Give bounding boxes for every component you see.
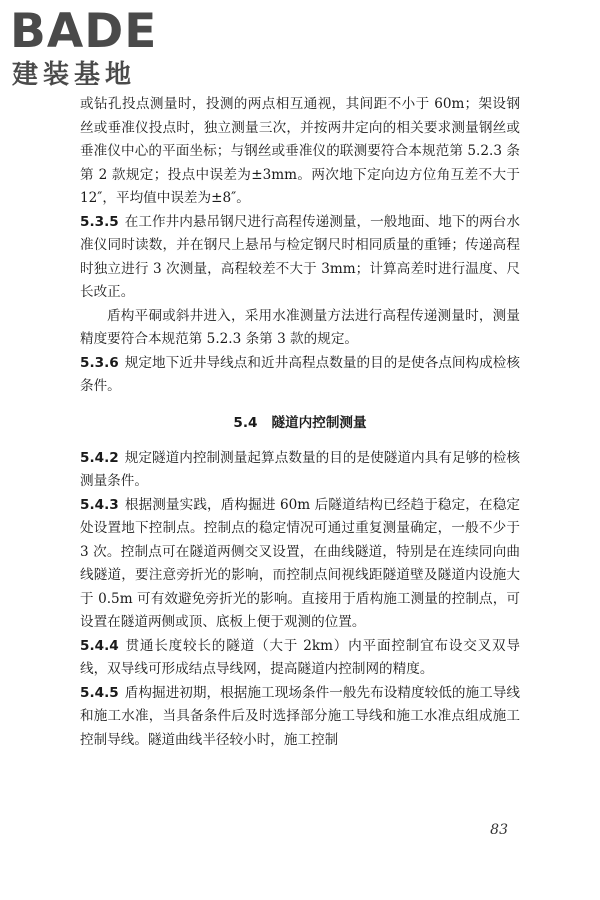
clause-5-3-6	[80, 352, 520, 399]
clause-text: 盾构掘进初期，根据施工现场条件一般先布设精度较低的施工导线和施工水准，当具备条件后及时选择部分施工导线和施工水准点组成施工控制导线。隧道曲线半径较小时，施工控制	[80, 684, 520, 748]
clause-text: 规定隧道内控制测量起算点数量的目的是使隧道内具有足够的检核测量条件。	[80, 449, 520, 489]
document-body	[80, 93, 520, 752]
clause-number: 5.4.3	[80, 496, 119, 513]
clause-text: 根据测量实践，盾构掘进 60m 后隧道结构已经趋于稳定，在稳定处设置地下控制点。控制点的稳定情况可通过重复测量确定，一般不少于 3 次。控制点可在隧道两侧交叉设置，在曲线隧道，特别是在连续同向曲线隧道，要注意旁折光的影响，而控制点间视线距隧道壁及隧道内设施大于 0.5m 可有效避免旁折光的影响。直接用于盾构施工测量的控制点，可设置在隧道两侧或顶、底板上便于观测的位置。	[80, 496, 520, 630]
section-number: 5.4	[233, 414, 258, 431]
section-title: 隧道内控制测量	[271, 414, 367, 431]
section-heading	[80, 411, 520, 435]
clause-text: 贯通长度较长的隧道（大于 2km）内平面控制宜布设交叉双导线，双导线可形成结点导线网，提高隧道内控制网的精度。	[80, 637, 520, 677]
page-number: 83	[490, 822, 508, 838]
clause-5-4-4	[80, 635, 520, 682]
clause-5-4-2	[80, 447, 520, 494]
clause-number: 5.4.4	[80, 637, 119, 654]
logo-word: BADE	[10, 4, 158, 59]
clause-text: 在工作井内悬吊钢尺进行高程传递测量，一般地面、地下的两台水准仪同时读数，并在钢尺上悬吊与检定钢尺时相同质量的重锤；传递高程时独立进行 3 次测量，高程较差不大于 3mm；计算高差时进行温度、尺长改正。	[80, 213, 520, 300]
paragraph-continuation	[80, 93, 520, 211]
clause-number: 5.4.5	[80, 684, 119, 701]
clause-number: 5.3.5	[80, 213, 119, 230]
paragraph-indented	[80, 305, 520, 352]
paragraph-text: 或钻孔投点测量时，投测的两点相互通视，其间距不小于 60m；架设钢丝或垂准仪投点时，独立测量三次，并按两井定向的相关要求测量钢丝或垂准仪中心的平面坐标；与钢丝或垂准仪的联测要符合本规范第 5.2.3 条第 2 款规定；投点中误差为±3mm。两次地下定向边方位角互差不大于 12″，平均值中误差为±8″。	[80, 96, 520, 206]
clause-5-3-5	[80, 211, 520, 305]
paragraph-text: 盾构平硐或斜井进入，采用水准测量方法进行高程传递测量时，测量精度要符合本规范第 5.2.3 条第 3 款的规定。	[80, 307, 520, 347]
clause-text: 规定地下近井导线点和近井高程点数量的目的是使各点间构成检核条件。	[80, 354, 520, 394]
clause-number: 5.4.2	[80, 449, 119, 466]
logo-subtitle: 建装基地	[12, 60, 137, 90]
bade-logo	[10, 6, 180, 92]
clause-5-4-3	[80, 494, 520, 635]
clause-5-4-5	[80, 682, 520, 753]
clause-number: 5.3.6	[80, 354, 119, 371]
